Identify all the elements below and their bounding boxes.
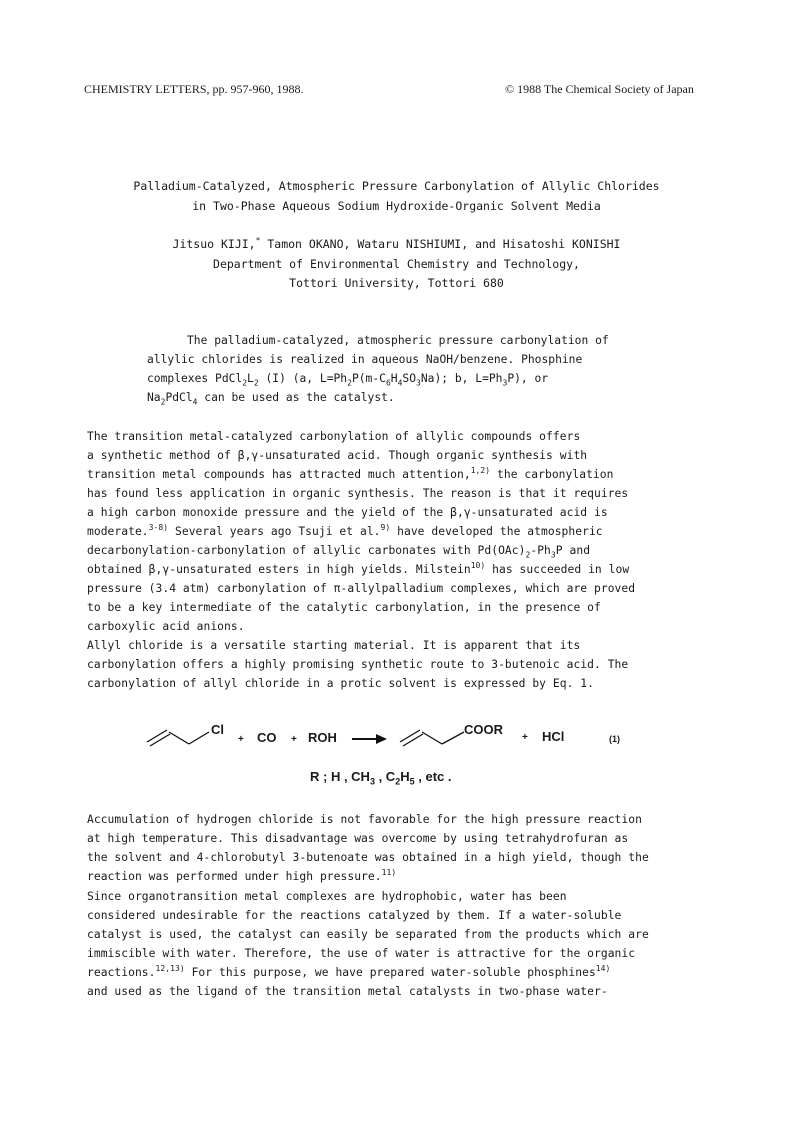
butenoate-structure — [398, 722, 470, 748]
equation-number: (1) — [609, 734, 620, 744]
para3-line-3: the solvent and 4-chlorobutyl 3-butenoate was obtained in a high yield, though the — [87, 851, 649, 864]
para4-line-5: reactions.$^{12,13)}$ For this purpose, we have prepared water-soluble phosphines$^{14)}$ — [87, 964, 611, 979]
author-rest: Tamon OKANO, Wataru NISHIUMI, and Hisatoshi KONISHI — [260, 237, 621, 251]
plus-sign: + — [291, 734, 297, 745]
r-group-definition: R ; H , $CH_3$ , $C_2H_5$ , etc . — [310, 769, 452, 787]
paper-title-line-1: Palladium-Catalyzed, Atmospheric Pressure Carbonylation of Allylic Chlorides — [133, 179, 660, 193]
para1-line-9: pressure (3.4 atm) carbonylation of π-allylpalladium complexes, which are proved — [87, 582, 636, 595]
chlorine-label: Cl — [211, 722, 224, 737]
copyright-notice: © 1988 The Chemical Society of Japan — [505, 82, 694, 96]
reference-marker: 14) — [595, 964, 611, 974]
para3-line-4: reaction was performed under high pressure.$^{11)}$ — [87, 868, 397, 883]
paper-title-line-2: in Two-Phase Aqueous Sodium Hydroxide-Organic Solvent Media — [192, 199, 601, 213]
affiliation-line-1: Department of Environmental Chemistry and Technology, — [213, 257, 580, 271]
para2-line-2: carbonylation offers a highly promising synthetic route to 3-butenoic acid. The — [87, 658, 629, 671]
para4-line-2: considered undesirable for the reactions catalyzed by them. If a water-soluble — [87, 909, 622, 922]
para1-line-11: carboxylic acid anions. — [87, 620, 245, 633]
reference-marker: 11) — [381, 868, 397, 878]
affiliation-line-2: Tottori University, Tottori 680 — [289, 276, 504, 290]
abstract-line-1: The palladium-catalyzed, atmospheric pressure carbonylation of — [187, 334, 609, 347]
corresponding-author-star: * — [255, 236, 261, 246]
para2-line-1: Allyl chloride is a versatile starting material. It is apparent that its — [87, 639, 581, 652]
reference-marker: 9) — [380, 523, 391, 533]
author-first: Jitsuo KIJI, — [172, 237, 256, 251]
para1-line-10: to be a key intermediate of the catalytic carbonylation, in the presence of — [87, 601, 601, 614]
para2-line-3: carbonylation of allyl chloride in a protic solvent is expressed by Eq. 1. — [87, 677, 594, 690]
para4-line-1: Since organotransition metal complexes are hydrophobic, water has been — [87, 890, 567, 903]
para3-line-1: Accumulation of hydrogen chloride is not favorable for the high pressure reaction — [87, 813, 642, 826]
journal-citation: CHEMISTRY LETTERS, pp. 957-960, 1988. — [84, 82, 304, 96]
para3-line-2: at high temperature. This disadvantage was overcome by using tetrahydrofuran as — [87, 832, 629, 845]
para1-line-1: The transition metal-catalyzed carbonylation of allylic compounds offers — [87, 430, 581, 443]
para4-line-6: and used as the ligand of the transition metal catalysts in two-phase water- — [87, 985, 608, 998]
plus-sign: + — [238, 734, 244, 745]
para1-line-4: has found less application in organic synthesis. The reason is that it requires — [87, 487, 629, 500]
abstract-line-2: allylic chlorides is realized in aqueous NaOH/benzene. Phosphine — [147, 353, 583, 366]
para1-line-5: a high carbon monoxide pressure and the yield of the β,γ-unsaturated acid is — [87, 506, 608, 519]
reference-marker: 1,2) — [470, 466, 491, 476]
hydrogen-chloride-label: HCl — [542, 729, 565, 744]
abstract-line-3: complexes $PdCl_2L_2$ (I) (a, $L=Ph_2P(m-C_6H_4SO_3Na)$; b, $L=Ph_3P$), or — [147, 372, 549, 388]
para1-line-6: moderate.$^{3-8)}$ Several years ago Tsuji et al.$^{9)}$ have developed the atmospheric — [87, 523, 603, 538]
allyl-chloride-structure — [145, 722, 215, 748]
reaction-arrow-icon — [352, 733, 388, 745]
para1-line-8: obtained β,γ-unsaturated esters in high yields. Milstein$^{10)}$ has succeeded in low — [87, 561, 630, 576]
para4-line-4: immiscible with water. Therefore, the use of water is attractive for the organic — [87, 947, 636, 960]
reference-marker: 10) — [470, 561, 486, 571]
para1-line-2: a synthetic method of β,γ-unsaturated acid. Though organic synthesis with — [87, 449, 588, 462]
reference-marker: 3-8) — [148, 523, 169, 533]
carbon-monoxide-label: CO — [257, 730, 277, 745]
para1-line-3: transition metal compounds has attracted much attention,$^{1,2)}$ the carbonylation — [87, 466, 614, 481]
reference-marker: 12,13) — [155, 964, 185, 974]
ester-label: COOR — [464, 722, 503, 737]
alcohol-label: ROH — [308, 730, 337, 745]
plus-sign: + — [522, 732, 528, 743]
author-list — [0, 237, 793, 251]
abstract-line-4: $Na_2PdCl_4$ can be used as the catalyst. — [147, 391, 395, 407]
para4-line-3: catalyst is used, the catalyst can easily be separated from the products which are — [87, 928, 649, 941]
para1-line-7: decarbonylation-carbonylation of allylic carbonates with $Pd(OAc)_2-Ph_3P$ and — [87, 544, 591, 560]
